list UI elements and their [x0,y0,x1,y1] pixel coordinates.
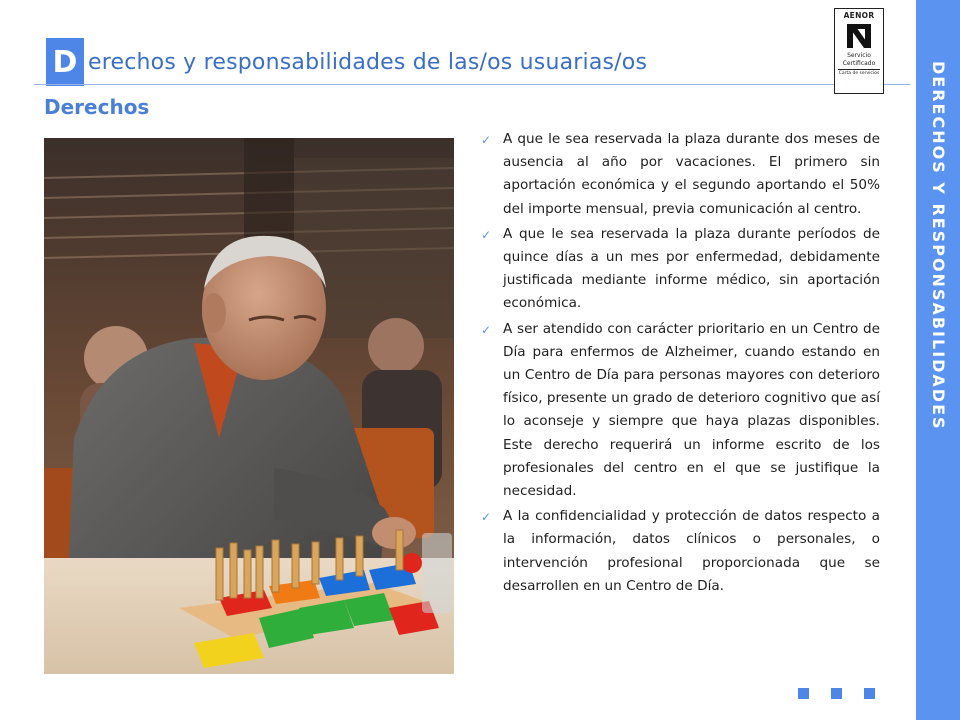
aenor-brand: AENOR [843,11,875,20]
right-text: A ser atendido con carácter prioritario en un Centro de Día para enfermos de Alzheimer, cuando estando en un Centro de Día para personas mayores con deterioro físico, presente un grado de deterioro cognitivo que así lo aconseje y siempre que haya plazas disponibles. Este derecho requerirá un informe escrito de los profesionales del centro en el que se justifique la necesidad. [503,320,880,500]
list-item [480,223,880,316]
right-text: A que le sea reservada la plaza durante dos meses de ausencia al año por vacaciones. El primero sin aportación económica y el segundo aportando el 50% del importe mensual, previa comunicación al centro. [503,131,880,217]
list-item [480,128,880,221]
aenor-n-icon [844,21,874,51]
right-text: A la confidencialidad y protección de datos respecto a la información, datos clínicos o personales, o intervención profesional proporcionada que se desarrollen en un Centro de Día. [503,508,880,594]
title-text: erechos y responsabilidades de las/os usuarias/os [88,49,648,75]
check-icon: ✓ [481,322,492,337]
title-underline [34,84,910,85]
square-dot-icon [798,688,809,699]
decorative-dots [798,688,875,699]
check-icon: ✓ [481,227,492,242]
aenor-certification-logo [834,8,884,94]
elderly-man-puzzle-photo [44,138,454,674]
square-dot-icon [864,688,875,699]
photo-illustration [44,138,454,674]
square-dot-icon [831,688,842,699]
slide-title [46,38,647,86]
title-initial-box: D [46,38,84,86]
sidebar-title: DERECHOS Y RESPONSABILIDADES [929,61,948,431]
aenor-sublabel: Carta de servicios [838,71,880,76]
sidebar [916,0,960,720]
aenor-label-1: Servicio [847,52,871,59]
check-icon: ✓ [481,510,492,525]
right-text: A que le sea reservada la plaza durante períodos de quince días a un mes por enfermedad, debidamente justificada mediante informe médico, sin aportación económica. [503,225,880,312]
list-item [480,505,880,598]
rights-list [480,128,880,600]
check-icon: ✓ [481,133,492,147]
list-item [480,318,880,504]
section-heading: Derechos [44,95,150,119]
aenor-label-2: Certificado [842,60,876,67]
